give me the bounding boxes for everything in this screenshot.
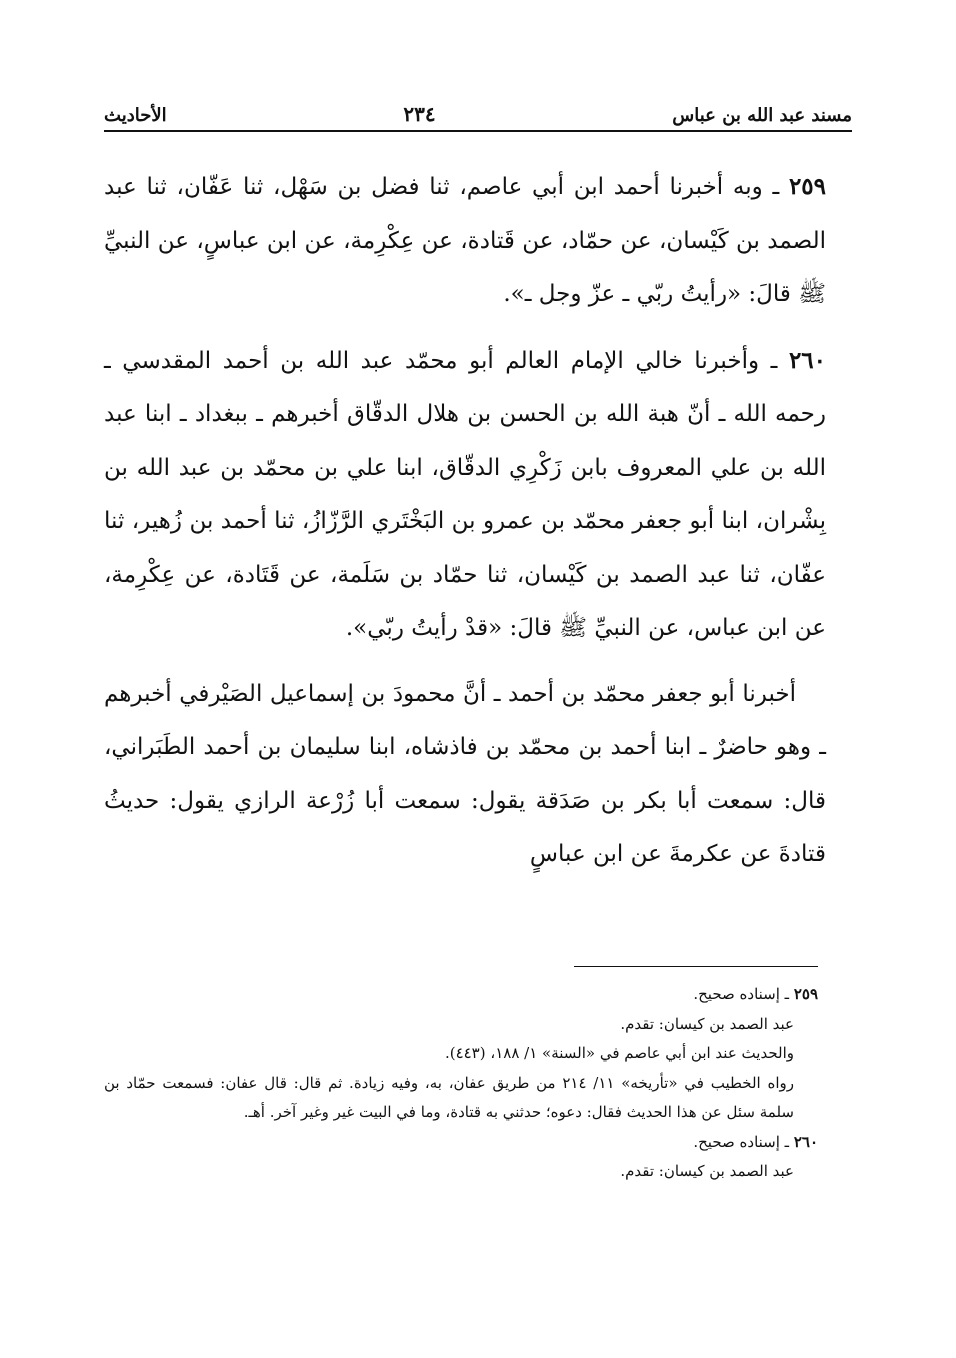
hadith-continuation xyxy=(104,668,826,882)
footnote-line: عبد الصمد بن كيسان: تقدم. xyxy=(620,1162,794,1180)
hadith-text: أخبرنا أبو جعفر محمّد بن أحمد ـ أنَّ محمودَ بن إسماعيل الصَيْرفي أخبرهم ـ وهو حاضرٌ ـ ابنا أحمد بن محمّد بن فاذشاه، ابنا سليمان بن أحمد الطَبَراني، قال: سمعت أبا بكر بن صَدَقة يقول: سمعت أبا زُرْعة الرازي يقول: حديثُ قتادةَ عن عكرمةَ عن ابن عباسٍ xyxy=(104,680,826,867)
main-text xyxy=(104,160,826,894)
footnote-line: رواه الخطيب في «تأريخه» ١١/ ٢١٤ من طريق عفان، به، وفيه زيادة. ثم قال: قال عفان: فسمعت حمّاد بن سلمة سئل عن هذا الحديث فقال: دعوه؛ حدثني به قتادة، وما في البيت غير وغير آخر. أهـ. xyxy=(104,1073,794,1121)
hadith-259 xyxy=(104,160,826,322)
page-number: ٢٣٤ xyxy=(403,102,436,126)
header-section-title: الأحاديث xyxy=(104,105,167,126)
hadith-text: ـ وبه أخبرنا أحمد ابن أبي عاصم، ثنا فضل بن سَهْل، ثنا عَفّان، ثنا عبد الصمد بن كَيْسان، عن حمّاد، عن قَتادة، عن عِكْرِمة، عن ابن عباسٍ، عن النبيِّ ﷺ قالَ: «رأيتُ ربّي ـ عزّ وجل ـ». xyxy=(104,174,826,307)
footnote-text: ـ إسناده صحيح. xyxy=(693,1132,794,1151)
footnote-number: ٢٦٠ xyxy=(793,1132,818,1151)
hadith-text: ـ وأخبرنا خالي الإمام العالم أبو محمّد عبد الله بن أحمد المقدسي ـ رحمه الله ـ أنّ هبة الله بن الحسن بن هلال الدقّاق أخبرهم ـ ببغداد ـ ابنا عبد الله بن علي المعروف بابن زَكْرِي الدقّاق، ابنا علي بن محمّد بن عبد الله بن بِشْران، ابنا أبو جعفر محمّد بن عمرو بن البَخْتَري الرَّزّازُ، ثنا أحمد بن زُهير، ثنا عفّان، ثنا عبد الصمد بن كَيْسان، ثنا حمّاد بن سَلَمة، عن قَتَادة، عن عِكْرِمة، عن ابن عباس، عن النبيِّ ﷺ قالَ: «قدْ رأيتُ ربّي». xyxy=(104,347,826,641)
footnote-260 xyxy=(104,1128,818,1158)
footnote-line: والحديث عند ابن أبي عاصم في «السنة» ١/ ١٨٨، (٤٤٣). xyxy=(444,1044,794,1062)
footnote-text: ـ إسناده صحيح. xyxy=(693,985,794,1003)
header-book-title: مسند عبد الله بن عباس xyxy=(672,105,852,126)
footnote-separator xyxy=(574,966,818,967)
footnotes xyxy=(104,980,818,1187)
running-header xyxy=(104,92,852,132)
hadith-260 xyxy=(104,334,826,656)
footnote-number: ٢٥٩ xyxy=(793,985,818,1003)
hadith-number: ٢٦٠ xyxy=(788,346,826,374)
footnote-line: عبد الصمد بن كيسان: تقدم. xyxy=(620,1014,794,1033)
footnote-259 xyxy=(104,980,818,1010)
hadith-number: ٢٥٩ xyxy=(788,173,826,200)
